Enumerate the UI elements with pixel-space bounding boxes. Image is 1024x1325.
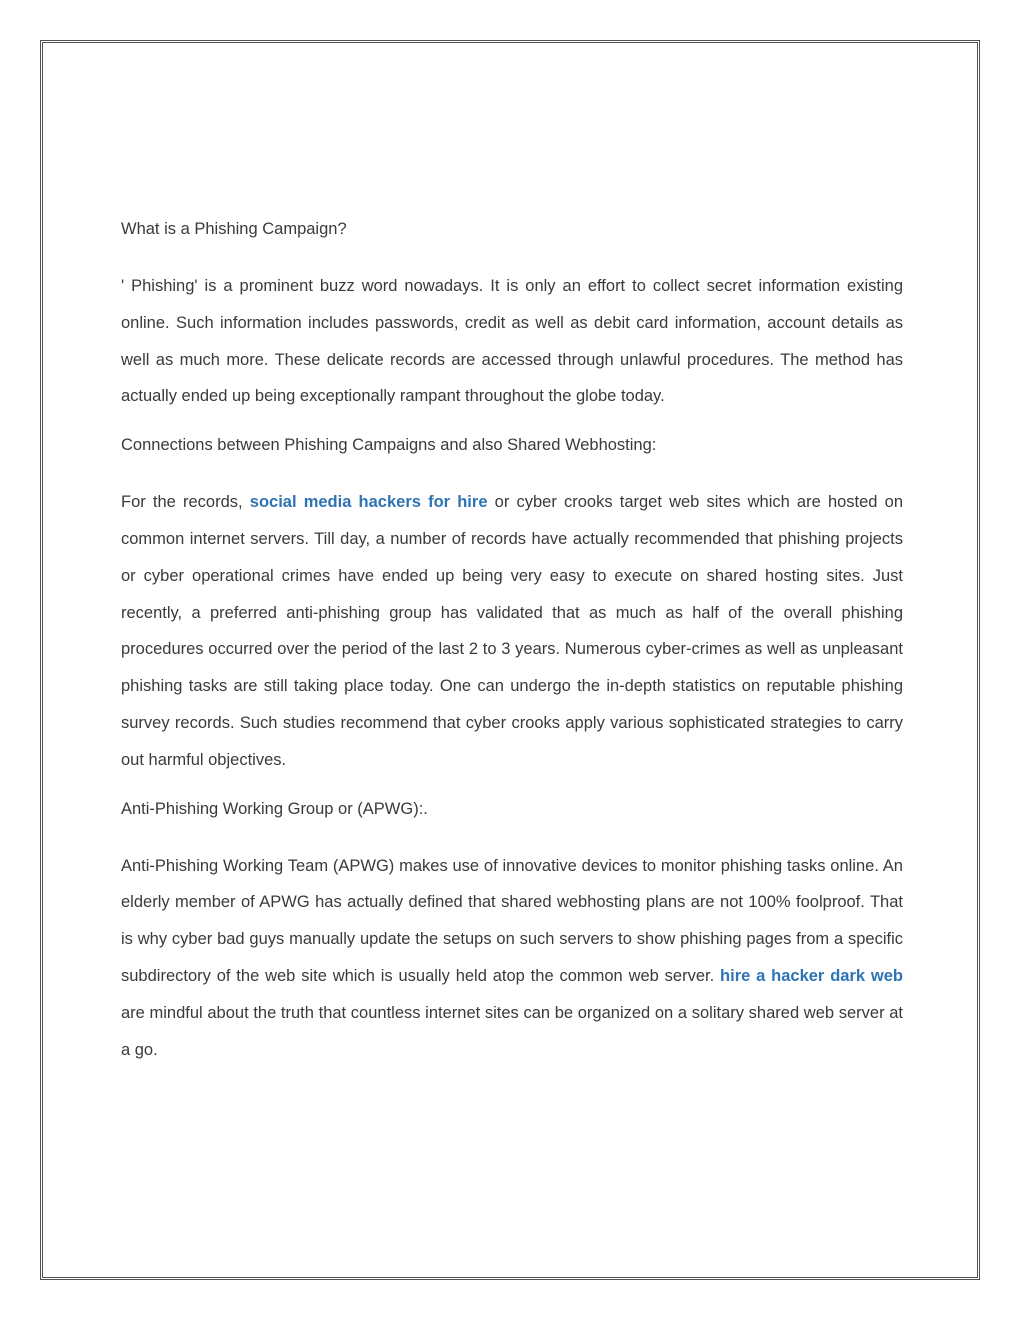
paragraph-text-before-link: Anti-Phishing Working Team (APWG) makes use of innovative devices to monitor phishing tasks online. An elderly member of APWG has actually defined that shared webhosting plans are not 100% foolproof. That is why cyber bad guys manually update the setups on such servers to show phishing pages from a specific subdirectory of the web site which is usually held atop the common web server.: [121, 856, 903, 985]
paragraph-connections: [121, 484, 903, 778]
heading-apwg: Anti-Phishing Working Group or (APWG):.: [121, 799, 428, 818]
paragraph-text-after-link: or cyber crooks target web sites which are hosted on common internet servers. Till day, a number of records have actually recommended that phishing projects or cyber operational crimes have ended up being very easy to execute on shared hosting sites. Just recently, a preferred anti-phishing group has validated that as much as half of the overall phishing procedures occurred over the period of the last 2 to 3 years. Numerous cyber-crimes as well as unpleasant phishing tasks are still taking place today. One can undergo the in-depth statistics on reputable phishing survey records. Such studies recommend that cyber crooks apply various sophisticated strategies to carry out harmful objectives.: [121, 493, 903, 769]
heading-what-is-phishing: What is a Phishing Campaign?: [121, 220, 347, 238]
document-body: [121, 215, 903, 1084]
link-hire-hacker-dark-web[interactable]: hire a hacker dark web: [720, 966, 903, 985]
paragraph-phishing-definition: ' Phishing' is a prominent buzz word nowadays. It is only an effort to collect secret information existing online. Such information includes passwords, credit as well as debit card information, account details as well as much more. These delicate records are accessed through unlawful procedures. The method has actually ended up being exceptionally rampant throughout the globe today.: [121, 277, 903, 406]
paragraph-text-before-link: For the records,: [121, 493, 250, 512]
paragraph-text-after-link: are mindful about the truth that countless internet sites can be organized on a solitary shared web server at a go.: [121, 1003, 903, 1059]
heading-connections: Connections between Phishing Campaigns and also Shared Webhosting:: [121, 436, 657, 455]
link-social-media-hackers[interactable]: social media hackers for hire: [249, 493, 488, 512]
paragraph-apwg: [121, 848, 903, 1069]
